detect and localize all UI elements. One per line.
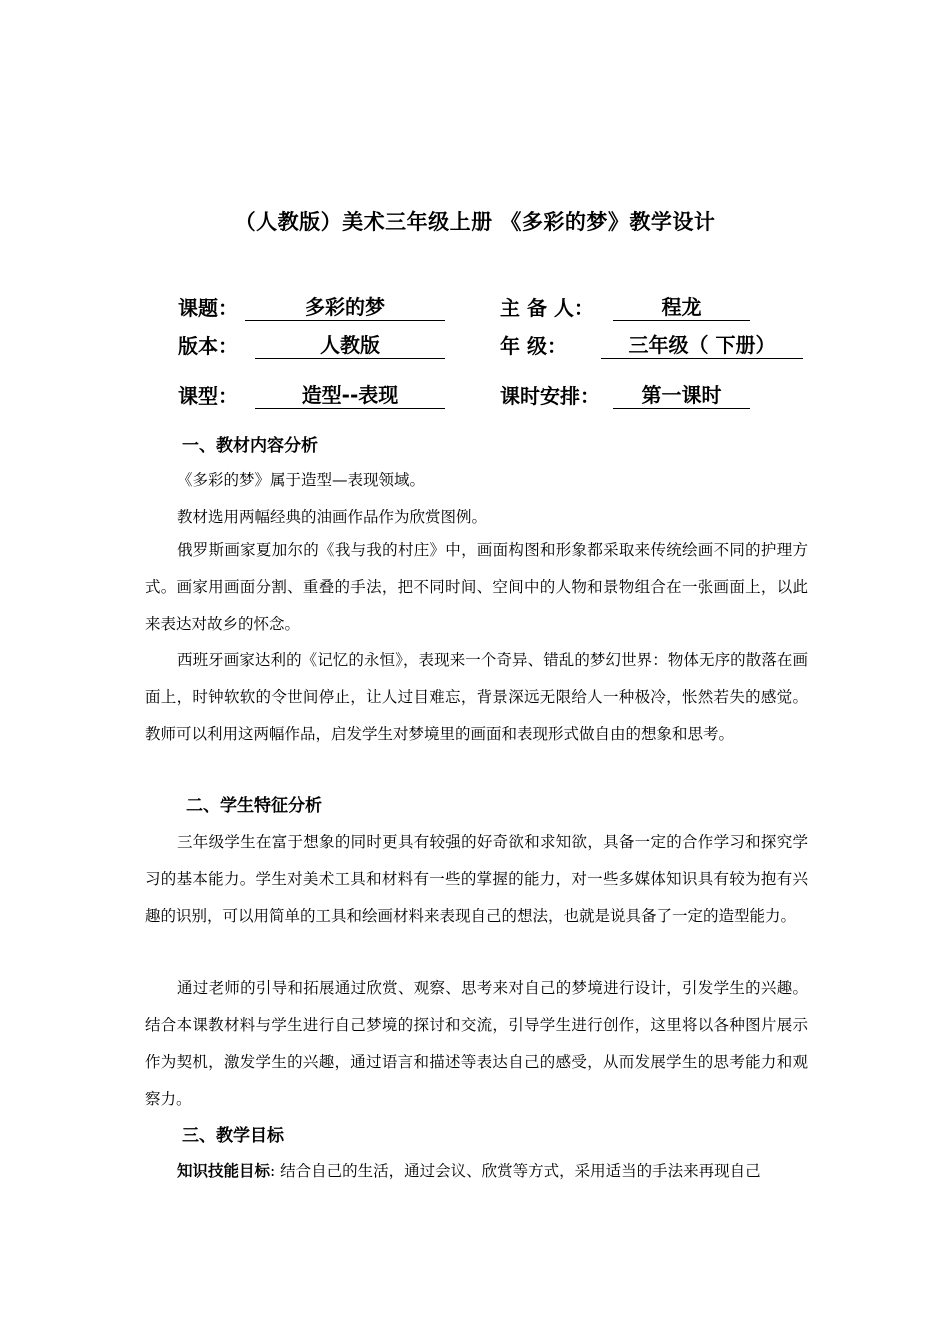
edition-label: 版本： [178, 334, 238, 358]
paragraph: 《多彩的梦》属于造型—表现领域。 [177, 471, 426, 489]
paragraph: 通过老师的引导和拓展通过欣赏、观察、思考来对自己的梦境进行设计，引发学生的兴趣。结合本课教材料与学生进行自己梦境的探讨和交流，引导学生进行创作，这里将以各种图片展示作为契机，激发学生的兴趣，通过语言和描述等表达自己的感受，从而发展学生的思考能力和观察力。 [145, 979, 808, 1108]
schedule-label: 课时安排： [500, 384, 600, 408]
meta-row-type [0, 382, 950, 414]
edition-value: 人教版 [255, 332, 445, 359]
goal-text: : 结合自己的生活，通过会议、欣赏等方式，采用适当的手法来再现自己 [270, 1162, 761, 1180]
goal-label: 知识技能目标 [177, 1162, 271, 1180]
paragraph-goal [145, 1153, 808, 1190]
section-heading-materials: 一、教材内容分析 [182, 436, 318, 456]
section-heading-students: 二、学生特征分析 [186, 796, 322, 816]
topic-label: 课题： [178, 296, 238, 320]
topic-value: 多彩的梦 [245, 294, 445, 321]
schedule-value: 第一课时 [613, 382, 750, 409]
section-heading-goals: 三、教学目标 [182, 1126, 284, 1146]
paragraph: 俄罗斯画家夏加尔的《我与我的村庄》中，画面构图和形象都采取来传统绘画不同的护理方式。画家用画面分割、重叠的手法，把不同时间、空间中的人物和景物组合在一张画面上，以此来表达对故乡的怀念。 [145, 541, 808, 633]
grade-label: 年 级： [500, 334, 567, 358]
document-title: （人教版）美术三年级上册 《多彩的梦》教学设计 [234, 210, 716, 234]
meta-row-topic [0, 294, 950, 326]
paragraph: 三年级学生在富于想象的同时更具有较强的好奇欲和求知欲，具备一定的合作学习和探究学习的基本能力。学生对美术工具和材料有一些的掌握的能力，对一些多媒体知识具有较为抱有兴趣的识别，可以用简单的工具和绘画材料来表现自己的想法，也就是说具备了一定的造型能力。 [145, 833, 808, 925]
type-value: 造型--表现 [255, 382, 445, 409]
preparer-label: 主 备 人： [500, 296, 594, 320]
preparer-value: 程龙 [613, 294, 750, 321]
grade-value: 三年级（ 下册） [601, 332, 803, 359]
meta-row-edition [0, 332, 950, 364]
paragraph: 教材选用两幅经典的油画作品作为欣赏图例。 [177, 508, 488, 526]
paragraph: 西班牙画家达利的《记忆的永恒》，表现来一个奇异、错乱的梦幻世界：物体无序的散落在画面上，时钟软软的令世间停止，让人过目难忘，背景深远无限给人一种极冷，怅然若失的感觉。教师可以利用这两幅作品，启发学生对梦境里的画面和表现形式做自由的想象和思考。 [145, 651, 808, 743]
type-label: 课型： [178, 384, 238, 408]
